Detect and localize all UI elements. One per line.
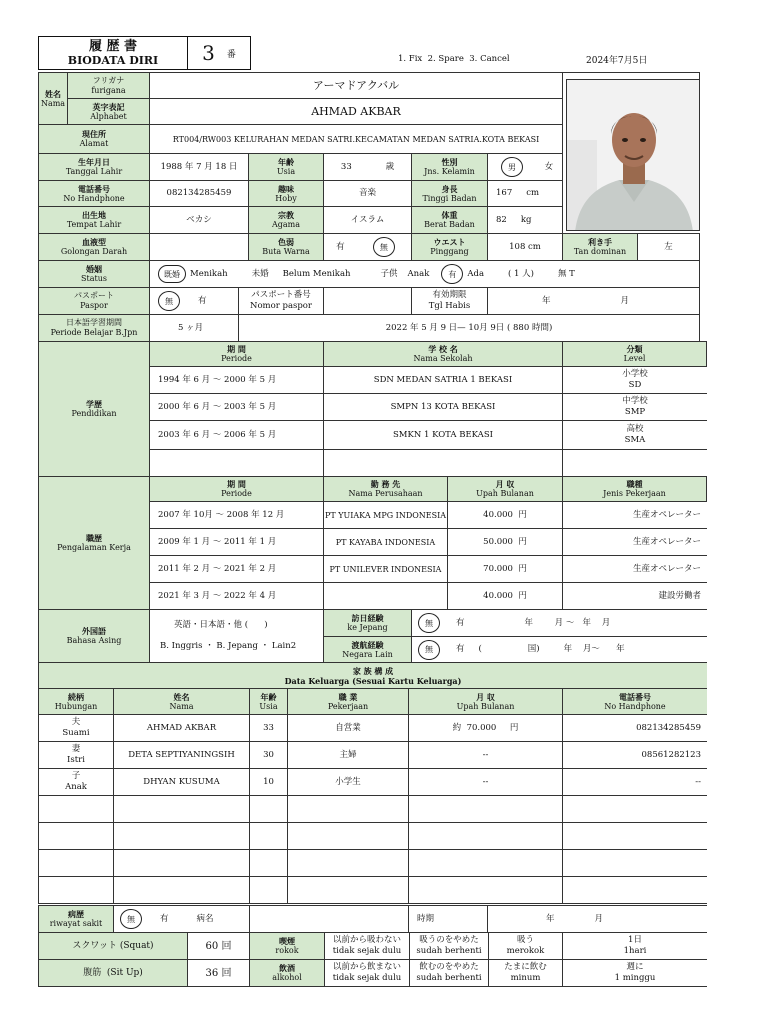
family-row-2-name: DETA SEPTIYANINGSIH [113, 741, 250, 769]
passport-valid-label: 有効期限 Tgl Habis [428, 290, 471, 311]
family-empty-row [38, 876, 707, 904]
children-yes-circle[interactable]: 有 [441, 264, 463, 284]
form-number-suffix: 番 [226, 49, 236, 60]
abroad-value: 無 有 ( 国) 年 月～ 年 [411, 636, 707, 663]
birthplace-value: ベカシ [149, 206, 249, 234]
colorblind-value [323, 233, 412, 261]
weight-value: 82 kg [487, 206, 563, 234]
edu-row-4-school [323, 449, 563, 477]
medical-no-circle[interactable]: 無 [120, 909, 142, 929]
dob-label: 生年月日 Tanggal Lahir [38, 153, 150, 181]
smoke-quit[interactable]: 吸うのをやめた sudah berhenti [409, 932, 489, 960]
education-label: 学歴 Pendidikan [38, 341, 150, 477]
title-id: BIODATA DIRI [67, 53, 159, 67]
age-value: 33 歳 [323, 153, 412, 181]
passport-number-value [323, 287, 412, 315]
passport-no-circle[interactable]: 無 [158, 291, 180, 311]
language-options: 英語・日本語・他 ( ) B. Inggris ・ B. Jepang ・ Lain2 [149, 609, 324, 663]
passport-number-label: パスポート番号 Nomor paspor [250, 290, 312, 311]
family-empty-row [38, 849, 707, 877]
jp-exp-label: 訪日経験 ke Jepang [323, 609, 412, 637]
work-row-1-company: PT YUIAKA MPG INDONESIA [323, 501, 448, 529]
family-row-2-rel: 妻 Istri [38, 741, 114, 769]
title-box [38, 36, 188, 70]
status-options: 1. Fix 2. Spare 3. Cancel [398, 54, 510, 64]
colorblind-no-circle[interactable]: 無 [373, 237, 395, 257]
furigana-value: アーマドアクバル [149, 72, 563, 99]
drink-quit[interactable]: 飲むのをやめた sudah berhenti [409, 959, 489, 987]
name-alphabet-value: AHMAD AKBAR [149, 98, 563, 125]
family-row-2-age: 30 [249, 741, 288, 769]
address-label: 現住所 Alamat [38, 124, 150, 154]
gender-male-circle[interactable]: 男 [501, 157, 523, 177]
family-empty-row [38, 822, 707, 850]
work-row-1-period: 2007 年 10月 ～ 2008 年 12 月 [149, 501, 324, 529]
marital-label: 婚姻 Status [38, 260, 150, 288]
edu-row-3-period: 2003 年 6 月 ～ 2006 年 5 月 [149, 420, 324, 450]
work-type-header: 職種 Jenis Pekerjaan [562, 476, 707, 502]
family-phone-header: 電話番号 No Handphone [562, 688, 707, 715]
family-row-1-name: AHMAD AKBAR [113, 714, 250, 742]
work-period-header: 期 間 Periode [149, 476, 324, 502]
disease-name-value [249, 905, 409, 933]
family-row-3-phone: -- [562, 768, 707, 796]
work-row-4-type: 建設労働者 [562, 582, 707, 610]
family-row-1-age: 33 [249, 714, 288, 742]
drink-do[interactable]: たまに飲む minum [488, 959, 563, 987]
work-row-1-type: 生産オペレーター [562, 501, 707, 529]
edu-school-header: 学 校 名 Nama Sekolah [323, 341, 563, 367]
work-row-3-period: 2011 年 2 月 ～ 2021 年 2 月 [149, 555, 324, 583]
form-number: 3 [202, 41, 215, 65]
language-label: 外国語 Bahasa Asing [38, 609, 150, 663]
work-row-2-company: PT KAYABA INDONESIA [323, 528, 448, 556]
gender-value [487, 153, 563, 181]
edu-row-2-school: SMPN 13 KOTA BEKASI [323, 393, 563, 421]
disease-time-value: 年 月 [487, 905, 707, 933]
family-row-1-salary: 約 70.000 円 [408, 714, 563, 742]
work-company-header: 勤 務 先 Nama Perusahaan [323, 476, 448, 502]
profile-photo [566, 79, 700, 231]
passport-label: パスポート Paspor [38, 287, 150, 315]
family-empty-row [38, 795, 707, 823]
blood-label: 血液型 Golongan Darah [38, 233, 150, 261]
phone-label: 電話番号 No Handphone [38, 180, 150, 207]
gender-female[interactable]: 女 [544, 161, 554, 172]
family-col-line [113, 795, 114, 904]
work-row-3-type: 生産オペレーター [562, 555, 707, 583]
family-name-header: 姓名 Nama [113, 688, 250, 715]
edu-level-header: 分類 Level [562, 341, 707, 367]
edu-row-1-school: SDN MEDAN SATRIA 1 BEKASI [323, 366, 563, 394]
disease-time-label: 時期 [408, 905, 488, 933]
drink-frequency: 週に 1 minggu [562, 959, 707, 987]
edu-row-2-period: 2000 年 6 月 ～ 2003 年 5 月 [149, 393, 324, 421]
birthplace-label: 出生地 Tempat Lahir [38, 206, 150, 234]
furigana-label: フリガナ furigana [67, 72, 150, 99]
dominant-label: 利き手 Tan dominan [562, 233, 638, 261]
work-row-4-company [323, 582, 448, 610]
married-circle[interactable]: 既婚 [158, 265, 186, 283]
smoke-frequency: 1日 1hari [562, 932, 707, 960]
jp-study-period: 2022 年 5 月 9 日— 10月 9日 ( 880 時間) [238, 314, 700, 342]
hobby-label: 趣味 Hoby [248, 180, 324, 207]
work-row-2-type: 生産オペレーター [562, 528, 707, 556]
smoke-do[interactable]: 吸う merokok [488, 932, 563, 960]
family-salary-header: 月 収 Upah Bulanan [408, 688, 563, 715]
family-row-1-phone: 082134285459 [562, 714, 707, 742]
work-row-4-salary: 40.000 円 [447, 582, 563, 610]
family-col-line [408, 795, 409, 904]
edu-row-3-school: SMKN 1 KOTA BEKASI [323, 420, 563, 450]
jp-exp-no-circle[interactable]: 無 [418, 613, 440, 633]
religion-value: イスラム [323, 206, 412, 234]
situp-value: 36 回 [187, 959, 250, 987]
colorblind-yes[interactable]: 有 [336, 241, 345, 252]
edu-row-1-level: 小学校 SD [562, 366, 707, 394]
waist-value: 108 cm [487, 233, 563, 261]
family-row-3-salary: -- [408, 768, 563, 796]
edu-row-3-level: 高校 SMA [562, 420, 707, 450]
family-col-line [249, 795, 250, 904]
work-row-2-period: 2009 年 1 月 ～ 2011 年 1 月 [149, 528, 324, 556]
family-job-header: 職 業 Pekerjaan [287, 688, 409, 715]
work-row-1-salary: 40.000 円 [447, 501, 563, 529]
address-value: RT004/RW003 KELURAHAN MEDAN SATRI.KECAMATAN MEDAN SATRIA.KOTA BEKASI [149, 124, 563, 154]
work-salary-header: 月 収 Upah Bulanan [447, 476, 563, 502]
edu-row-4-level [562, 449, 707, 477]
dominant-value: 左 [637, 233, 700, 261]
smoke-label: 喫煙 rokok [249, 932, 325, 960]
gender-label: 性別 Jns. Kelamin [411, 153, 488, 181]
abroad-label: 渡航経験 Negara Lain [323, 636, 412, 663]
abroad-no-circle[interactable]: 無 [418, 640, 440, 660]
family-col-line [562, 795, 563, 904]
family-age-header: 年齢 Usia [249, 688, 288, 715]
blood-value [149, 233, 249, 261]
passport-valid-value: 年 月 [487, 287, 700, 315]
person-silhouette-icon [567, 80, 700, 231]
waist-label: ウエスト Pinggang [411, 233, 488, 261]
name-label: 姓名 Nama [38, 72, 68, 125]
jp-study-months: 5 ヶ月 [149, 314, 239, 342]
family-row-3-age: 10 [249, 768, 288, 796]
religion-label: 宗教 Agama [248, 206, 324, 234]
family-title: 家 族 構 成 Data Keluarga (Sesuai Kartu Keluarga) [38, 662, 707, 689]
alphabet-label: 英字表記 Alphabet [67, 98, 150, 125]
height-value: 167 cm [487, 180, 563, 207]
number-box [187, 36, 251, 70]
jp-study-label: 日本語学習期間 Periode Belajar B.Jpn [38, 314, 150, 342]
work-row-3-salary: 70.000 円 [447, 555, 563, 583]
family-row-2-job: 主婦 [287, 741, 409, 769]
family-row-3-rel: 子 Anak [38, 768, 114, 796]
drink-label: 飲酒 alkohol [249, 959, 325, 987]
family-row-3-job: 小学生 [287, 768, 409, 796]
edu-row-1-period: 1994 年 6 月 ～ 2000 年 5 月 [149, 366, 324, 394]
medical-history-value: 無 有 病名 [113, 905, 250, 933]
marital-value: 既婚 Menikah 未婚 Belum Menikah 子供 Anak 有 Ada ( 1 人) 無 T [149, 260, 700, 288]
edu-row-4-period [149, 449, 324, 477]
colorblind-label: 色弱 Buta Warna [248, 233, 324, 261]
squat-label: スクワット (Squat) [38, 932, 188, 960]
family-row-2-phone: 08561282123 [562, 741, 707, 769]
situp-label: 腹筋 (Sit Up) [38, 959, 188, 987]
edu-row-2-level: 中学校 SMP [562, 393, 707, 421]
family-row-1-job: 自営業 [287, 714, 409, 742]
age-label: 年齢 Usia [248, 153, 324, 181]
weight-label: 体重 Berat Badan [411, 206, 488, 234]
title-jp: 履 歴 書 [88, 38, 138, 54]
phone-value: 082134285459 [149, 180, 249, 207]
family-rel-header: 続柄 Hubungan [38, 688, 114, 715]
dob-value: 1988 年 7 月 18 日 [149, 153, 249, 181]
passport-status: 無 有 [149, 287, 239, 315]
smoke-never[interactable]: 以前から吸わない tidak sejak dulu [324, 932, 410, 960]
family-col-line [287, 795, 288, 904]
hobby-value: 音楽 [323, 180, 412, 207]
family-row-1-rel: 夫 Suami [38, 714, 114, 742]
medical-history-label: 病歴 riwayat sakit [38, 905, 114, 933]
family-row-2-salary: -- [408, 741, 563, 769]
drink-never[interactable]: 以前から飲まない tidak sejak dulu [324, 959, 410, 987]
height-label: 身長 Tinggi Badan [411, 180, 488, 207]
squat-value: 60 回 [187, 932, 250, 960]
work-label: 職歴 Pengalaman Kerja [38, 476, 150, 610]
work-row-4-period: 2021 年 3 月 ～ 2022 年 4 月 [149, 582, 324, 610]
work-row-3-company: PT UNILEVER INDONESIA [323, 555, 448, 583]
edu-period-header: 期 間 Periode [149, 341, 324, 367]
form-date: 2024年7月5日 [586, 56, 648, 66]
work-row-2-salary: 50.000 円 [447, 528, 563, 556]
family-row-3-name: DHYAN KUSUMA [113, 768, 250, 796]
jp-exp-value: 無 有 年 月 ～ 年 月 [411, 609, 707, 637]
